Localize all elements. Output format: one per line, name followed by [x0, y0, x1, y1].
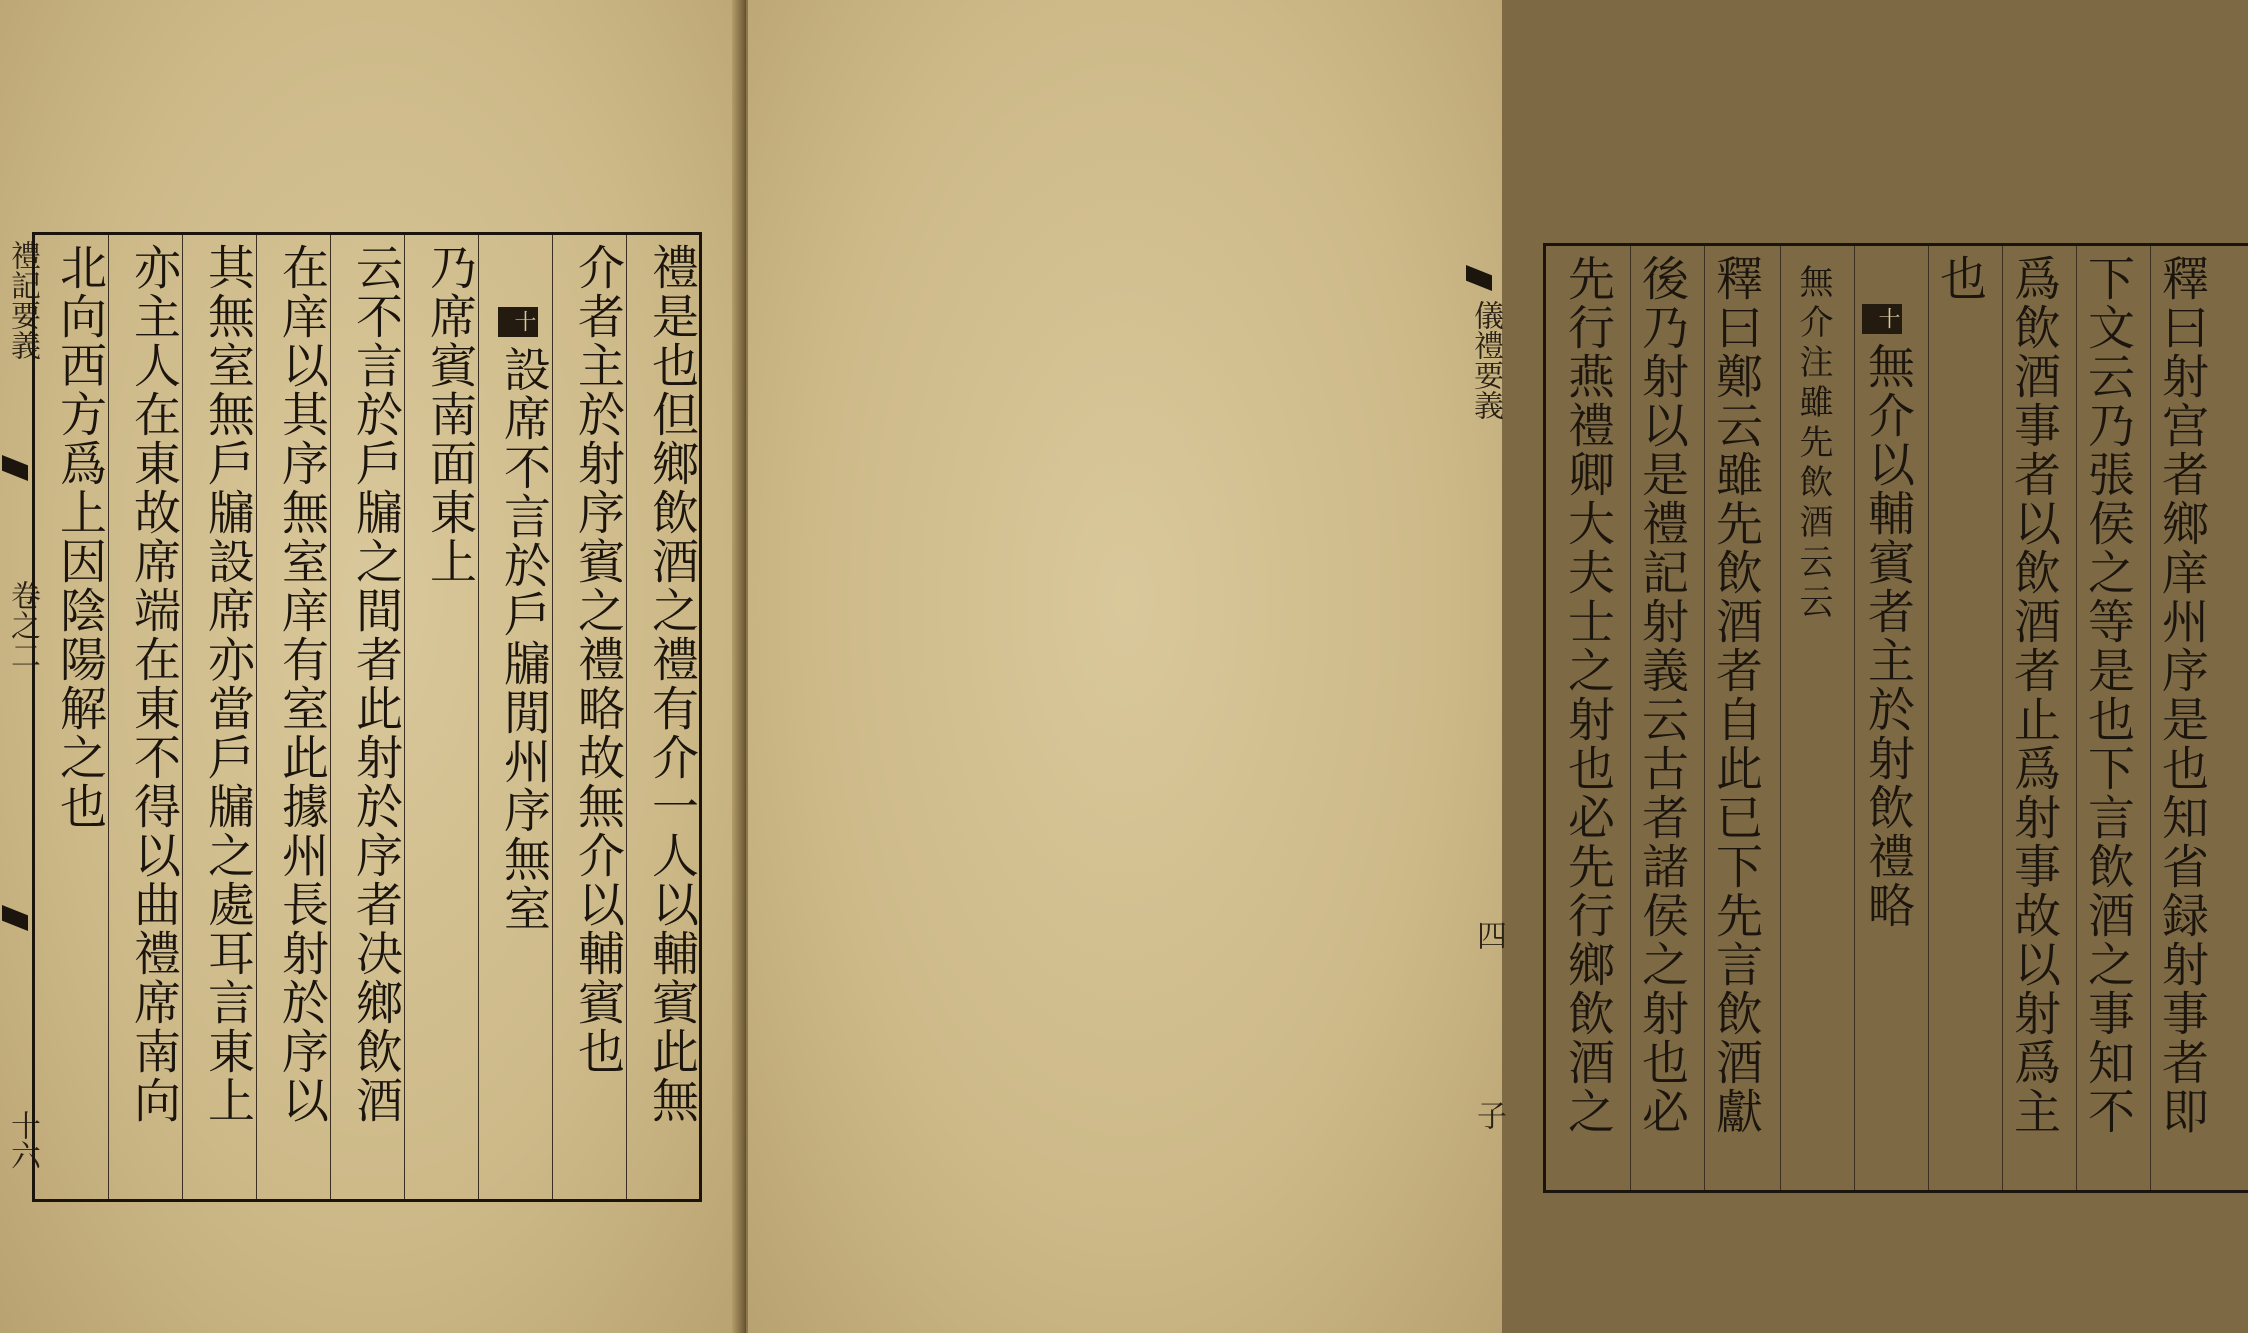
right-column-rule	[1704, 246, 1705, 1190]
left-column-4: 乃席賓南面東上	[422, 243, 477, 586]
right-margin-title: 儀禮要義	[1468, 300, 1503, 420]
right-column-9: 先行燕禮卿大夫士之射也必先行鄉飲酒之	[1560, 254, 1615, 1136]
right-margin-mark: 子	[1471, 1100, 1506, 1130]
left-fishtail-mark-top	[2, 455, 28, 481]
left-column-rule	[404, 235, 405, 1199]
left-column-7: 其無室無戶牖設席亦當戶牖之處耳言東上	[200, 243, 255, 1125]
left-column-3	[496, 307, 551, 933]
left-column-5: 云不言於戶牖之間者此射於序者决鄉飲酒	[348, 243, 403, 1125]
right-column-7: 釋曰鄭云雖先飲酒者自此已下先言飲酒獻	[1708, 254, 1763, 1136]
right-column-rule	[1780, 246, 1781, 1190]
right-text-frame	[1543, 243, 2248, 1193]
right-column-rule	[1630, 246, 1631, 1190]
right-column-5-text: 無介以輔賓者主於射飲禮略	[1860, 342, 1915, 930]
left-margin-title: 禮記要義	[5, 240, 40, 360]
right-column-rule	[1854, 246, 1855, 1190]
right-column-5	[1860, 304, 1915, 930]
right-column-6: 無介注雖先飲酒云云	[1793, 264, 1833, 624]
right-column-8: 後乃射以是禮記射義云古者諸侯之射也必	[1634, 254, 1689, 1136]
left-column-rule	[552, 235, 553, 1199]
left-column-1: 禮是也但鄉飲酒之禮有介一人以輔賓此無	[644, 243, 699, 1125]
left-page	[0, 0, 744, 1333]
left-fishtail-mark-bottom	[2, 905, 28, 931]
right-margin-folio: 四	[1471, 920, 1506, 950]
right-fishtail-mark	[1466, 265, 1492, 291]
left-column-rule	[626, 235, 627, 1199]
left-column-8: 亦主人在東故席端在東不得以曲禮席南向	[126, 243, 181, 1125]
right-column-1: 釋曰射宫者鄉庠州序是也知省録射事者即	[2154, 254, 2209, 1136]
left-column-3-text: 設席不言於戶牖閒州序無室	[496, 345, 551, 933]
left-column-rule	[256, 235, 257, 1199]
left-column-2: 介者主於射序賓之禮略故無介以輔賓也	[570, 243, 625, 1076]
left-section-marker: 十	[498, 307, 538, 337]
left-column-rule	[182, 235, 183, 1199]
left-text-frame	[32, 232, 702, 1202]
right-column-3: 爲飲酒事者以飲酒者止爲射事故以射爲主	[2006, 254, 2061, 1136]
right-column-rule	[1928, 246, 1929, 1190]
right-column-rule	[2150, 246, 2151, 1190]
left-column-rule	[478, 235, 479, 1199]
left-margin-folio: 十六	[5, 1110, 40, 1170]
right-column-rule	[2002, 246, 2003, 1190]
right-column-rule	[2076, 246, 2077, 1190]
left-column-9: 北向西方爲上因陰陽解之也	[52, 243, 107, 831]
left-column-rule	[330, 235, 331, 1199]
left-margin-volume: 卷之二	[5, 580, 40, 670]
left-column-6: 在庠以其序無室庠有室此據州長射於序以	[274, 243, 329, 1125]
right-column-2: 下文云乃張侯之等是也下言飲酒之事知不	[2080, 254, 2135, 1136]
right-page	[746, 0, 2209, 1333]
left-column-rule	[108, 235, 109, 1199]
right-section-marker: 十	[1862, 304, 1902, 334]
right-column-4: 也	[1932, 254, 1987, 303]
